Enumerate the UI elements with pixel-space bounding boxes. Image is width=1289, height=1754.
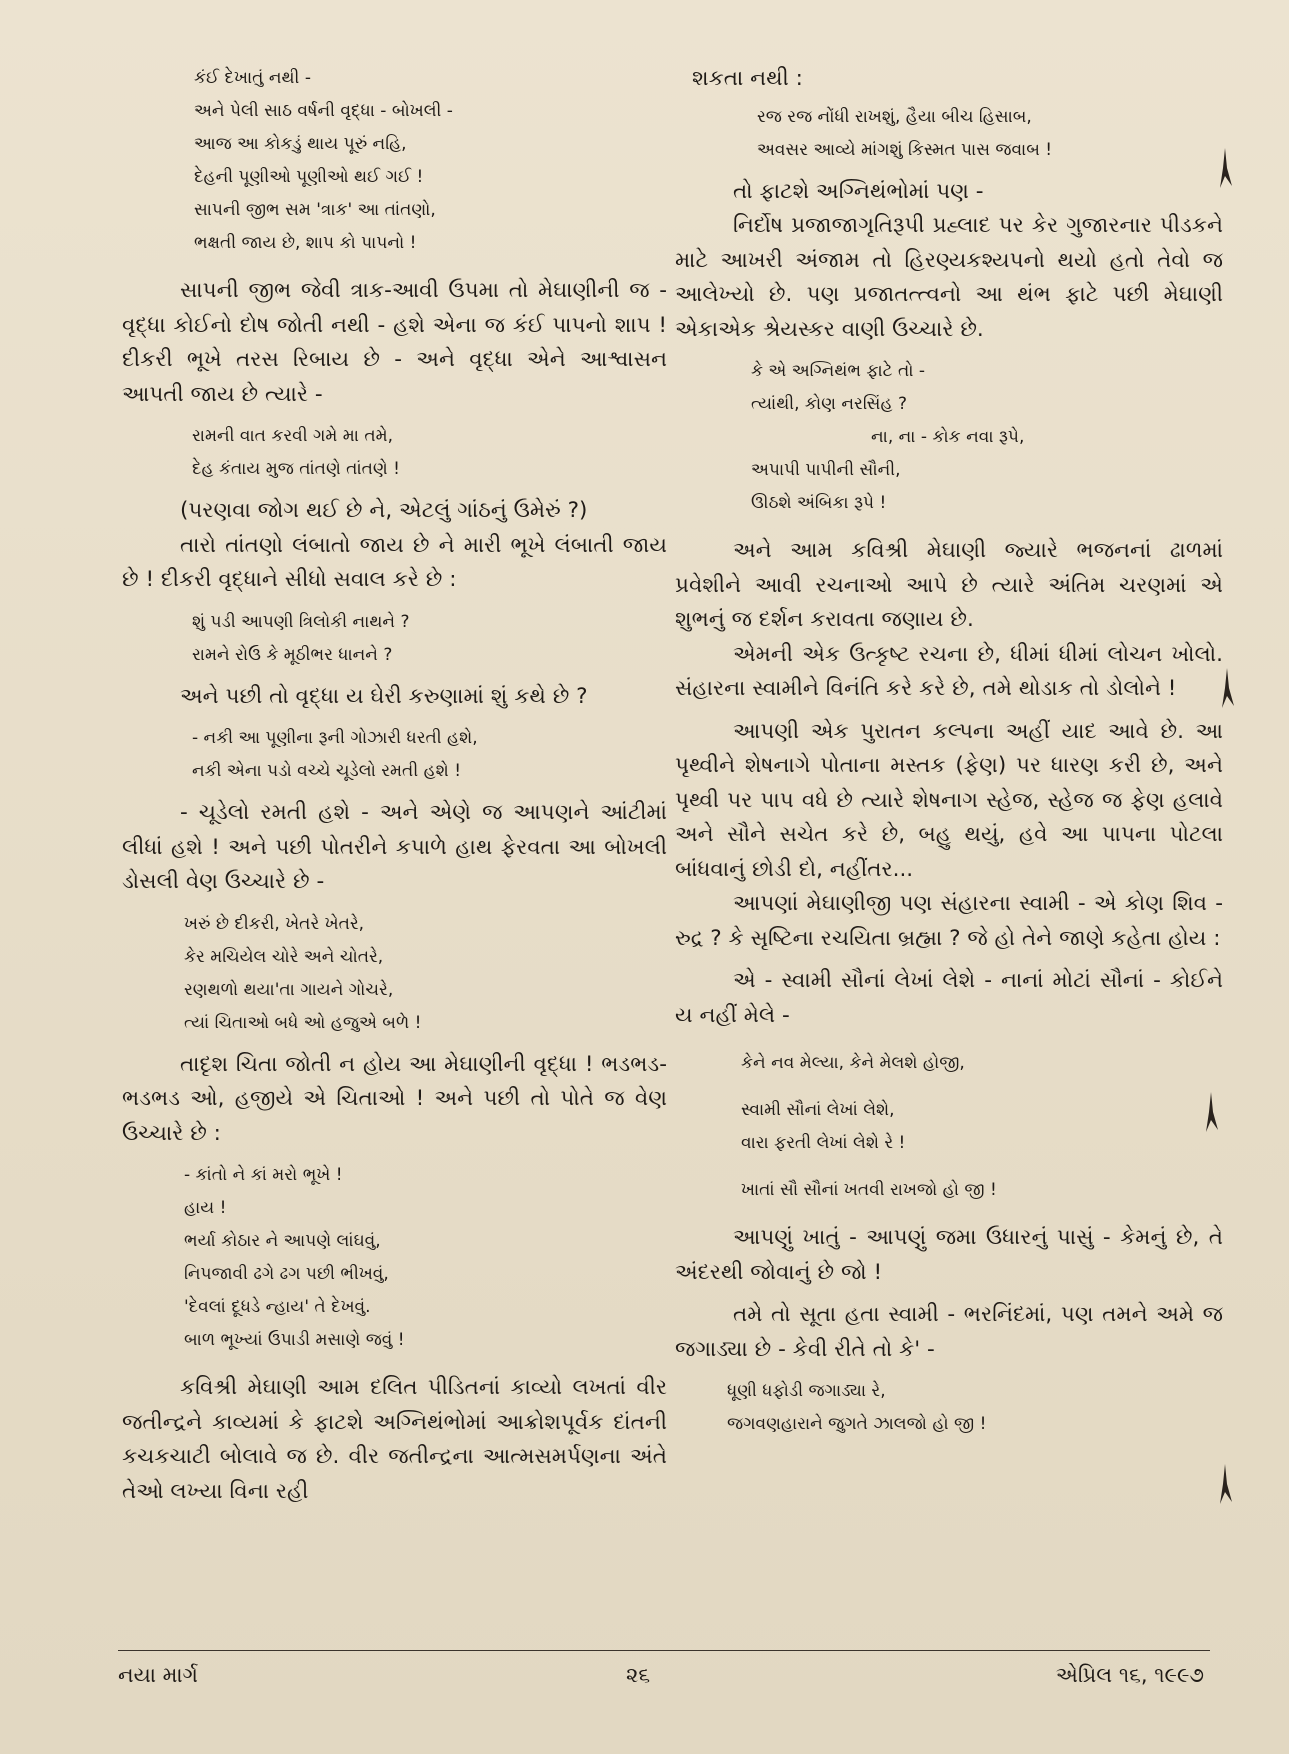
paragraph: અને પછી તો વૃદ્ધા ય ઘેરી કરુણામાં શું કથે છે ?	[180, 683, 588, 709]
verse-line: ધૂણી ધફોડી જગાડ્યા રે,	[727, 1381, 886, 1401]
margin-mark-icon	[1218, 1464, 1232, 1504]
verse-block	[122, 62, 667, 260]
paragraph: (પરણવા જોગ થઈ છે ને, એટલું ગાંઠનું ઉમેરું ?)	[180, 498, 588, 523]
verse-line: કે એ અગ્નિથંભ ફાટે તો -	[751, 361, 926, 381]
verse-line: નિપજાવી ઢગે ઢગ પછી ભીખવું,	[184, 1264, 389, 1284]
paragraph: તો ફાટશે અગ્નિથંભોમાં પણ -	[733, 178, 984, 204]
paragraph: - ચૂડેલો રમતી હશે - અને એણે જ આપણને આંટીમાં લીધાં હશે ! અને પછી પોતરીને કપાળે હાથ ફેરવતા આ બોખલી ડોસલી વેણ ઉચ્ચારે છે -	[122, 800, 667, 894]
verse-line: વારા ફરતી લેખાં લેશે રે !	[741, 1133, 906, 1153]
paragraph: તમે તો સૂતા હતા સ્વામી - ભરનિંદમાં, પણ તમને અમે જ જગાડ્યા છે - કેવી રીતે તો કે' -	[675, 1302, 1223, 1362]
verse-line: - કાંતો ને કાં મરો ભૂખે !	[184, 1165, 343, 1185]
paragraph: નિર્દોષ પ્રજાજાગૃતિરૂપી પ્રહ્લાદ પર કેર ગુજારનાર પીડકને માટે આખરી અંજામ તો હિરણ્યકશ્યપનો થયો હતો તેવો જ આલેખ્યો છે. પણ પ્રજાતત્ત્વનો આ થંભ ફાટે પછી મેઘાણી એકાએક શ્રેયસ્કર વાણી ઉચ્ચારે છે.	[675, 213, 1223, 342]
margin-mark-icon	[1218, 148, 1232, 188]
verse-line: કેર મચિયેલ ચોરે અને ચોતરે,	[184, 946, 384, 967]
verse-block	[675, 1047, 1223, 1080]
verse-line: રણથળો થયા'તા ગાયને ગોચરે,	[184, 979, 394, 1000]
verse-block	[675, 101, 1223, 167]
verse-block	[675, 1174, 1223, 1207]
verse-line: ત્યાંથી, કોણ નરસિંહ ?	[751, 394, 907, 414]
verse-line: દેહની પૂણીઓ પૂણીઓ થઈ ગઈ !	[194, 167, 424, 187]
verse-line: રજ રજ નોંધી રાખશું, હૈયા બીચ હિસાબ,	[757, 106, 1032, 127]
verse-block	[122, 1159, 667, 1357]
verse-line: નકી એના પડો વચ્ચે ચૂડેલો રમતી હશે !	[192, 761, 462, 781]
verse-line: કંઈ દેખાતું નથી -	[194, 68, 311, 88]
verse-block	[675, 1094, 1223, 1160]
verse-line: ત્યાં ચિતાઓ બધે ઓ હજુએ બળે !	[184, 1012, 422, 1033]
paragraph: આપણાં મેઘાણીજી પણ સંહારના સ્વામી - એ કોણ શિવ - રુદ્ર ? કે સૃષ્ટિના રચયિતા બ્રહ્મા ? જે હો તેને જાણે કહેતા હોય :	[675, 891, 1223, 951]
verse-line: ખરું છે દીકરી, ખેતરે ખેતરે,	[184, 913, 365, 934]
paragraph: તાદૃશ ચિતા જોતી ન હોય આ મેઘાણીની વૃદ્ધા ! ભડભડ-ભડભડ ઓ, હજીયે એ ચિતાઓ ! અને પછી તો પોતે જ વેણ ઉચ્ચારે છે :	[122, 1051, 667, 1146]
verse-line: ભર્યા કોઠાર ને આપણે લાંઘવું,	[184, 1231, 381, 1251]
verse-line: સાપની જીભ સમ 'ત્રાક' આ તાંતણો,	[194, 200, 436, 220]
footer-date: એપ્રિલ ૧૬, ૧૯૯૭	[1055, 1663, 1204, 1687]
verse-line: અપાપી પાપીની સૌની,	[751, 460, 901, 480]
verse-block	[675, 355, 1223, 520]
verse-line: શું પડી આપણી ત્રિલોકી નાથને ?	[192, 611, 410, 632]
verse-block	[122, 722, 667, 788]
verse-line: સ્વામી સૌનાં લેખાં લેશે,	[741, 1100, 895, 1120]
paragraph: કવિશ્રી મેઘાણી આમ દલિત પીડિતનાં કાવ્યો લખતાં વીર જતીન્દ્રને કાવ્યમાં કે ફાટશે અગ્નિથંભોમાં આક્રોશપૂર્વક દાંતની કચકચાટી બોલાવે જ છે. વીર જતીન્દ્રના આત્મસમર્પણના અંતે તેઓ લખ્યા વિના રહી	[122, 1375, 667, 1504]
paragraph: એ - સ્વામી સૌનાં લેખાં લેશે - નાનાં મોટાં સૌનાં - કોઈને ય નહીં મેલે -	[675, 968, 1223, 1028]
margin-mark-icon	[1220, 668, 1234, 708]
margin-mark-icon	[1204, 1092, 1218, 1132]
paragraph: અને આમ કવિશ્રી મેઘાણી જ્યારે ભજનનાં ઢાળમાં પ્રવેશીને આવી રચનાઓ આપે છે ત્યારે અંતિમ ચરણમાં એ શુભનું જ દર્શન કરાવતા જણાય છે.	[675, 538, 1223, 632]
verse-block	[122, 420, 667, 486]
left-column	[122, 62, 667, 1509]
paragraph: તારો તાંતણો લંબાતો જાય છે ને મારી ભૂખે લંબાતી જાય છે ! દીકરી વૃદ્ધાને સીધો સવાલ કરે છે :	[122, 532, 667, 592]
verse-line: કેને નવ મેલ્યા, કેને મેલશે હોજી,	[741, 1053, 965, 1073]
verse-line: - નકી આ પૂણીના રૂની ગોઝારી ધરતી હશે,	[192, 728, 478, 748]
verse-line: જગવણહારાને જુગતે ઝાલજો હો જી !	[727, 1414, 987, 1434]
verse-line: દેહ કંતાય મુજ તાંતણે તાંતણે !	[192, 459, 400, 479]
footer-divider	[118, 1650, 1210, 1651]
paragraph: આપણું ખાતું - આપણું જમા ઉધારનું પાસું - કેમનું છે, તે અંદરથી જોવાનું છે જો !	[675, 1225, 1223, 1285]
verse-line: અને પેલી સાઠ વર્ષની વૃદ્ધા - બોખલી -	[194, 101, 453, 121]
verse-line: હાય !	[184, 1198, 227, 1218]
verse-line: આજ આ કોકડું થાય પૂરું નહિ,	[194, 134, 407, 154]
verse-line: ભક્ષતી જાય છે, શાપ કો પાપનો !	[194, 233, 417, 253]
paragraph: સાપની જીભ જેવી ત્રાક-આવી ઉપમા તો મેઘાણીની જ - વૃદ્ધા કોઈનો દોષ જોતી નથી - હશે એના જ કંઈ પાપનો શાપ ! દીકરી ભૂખે તરસ રિબાય છે - અને વૃદ્ધા એને આશ્વાસન આપતી જાય છે ત્યારે -	[122, 278, 667, 407]
paragraph: શકતા નથી :	[692, 66, 803, 91]
paragraph: આપણી એક પુરાતન કલ્પના અહીં યાદ આવે છે. આ પૃથ્વીને શેષનાગે પોતાના મસ્તક (ફેણ) પર ધારણ કરી છે, અને પૃથ્વી પર પાપ વધે છે ત્યારે શેષનાગ સ્હેજ, સ્હેજ જ ફેણ હલાવે અને સૌને સચેત કરે છે, બહુ થયું, હવે આ પાપના પોટલા બાંધવાનું છોડી દો, નહીંતર...	[675, 718, 1223, 882]
page-number: ૨૬	[626, 1663, 651, 1687]
verse-line: રામને રોઉ કે મૂઠીભર ધાનને ?	[192, 644, 393, 665]
footer-magazine-name: નયા માર્ગ	[118, 1663, 198, 1687]
verse-block	[675, 1375, 1223, 1441]
verse-line: ખાતાં સૌ સૌનાં ખતવી રાખજો હો જી !	[741, 1180, 997, 1200]
verse-block	[122, 606, 667, 672]
verse-line: બાળ ભૂખ્યાં ઉપાડી મસાણે જવું !	[184, 1330, 405, 1350]
verse-line: અવસર આવ્યે માંગશું કિસ્મત પાસ જવાબ !	[757, 139, 1053, 160]
verse-line: 'દેવલાં દૂધડે ન્હાય' તે દેખવું.	[184, 1297, 371, 1317]
verse-line: ઊઠશે અંબિકા રૂપે !	[751, 493, 887, 513]
paragraph: એમની એક ઉત્કૃષ્ટ રચના છે, ધીમાં ધીમાં લોચન ખોલો. સંહારના સ્વામીને વિનંતિ કરે કરે છે, તમે થોડાક તો ડોલોને !	[675, 641, 1223, 701]
verse-block	[122, 908, 667, 1040]
right-column	[675, 62, 1223, 1441]
verse-line: રામની વાત કરવી ગમે મા તમે,	[192, 426, 394, 446]
verse-line: ના, ના - કોક નવા રૂપે,	[871, 427, 1025, 447]
